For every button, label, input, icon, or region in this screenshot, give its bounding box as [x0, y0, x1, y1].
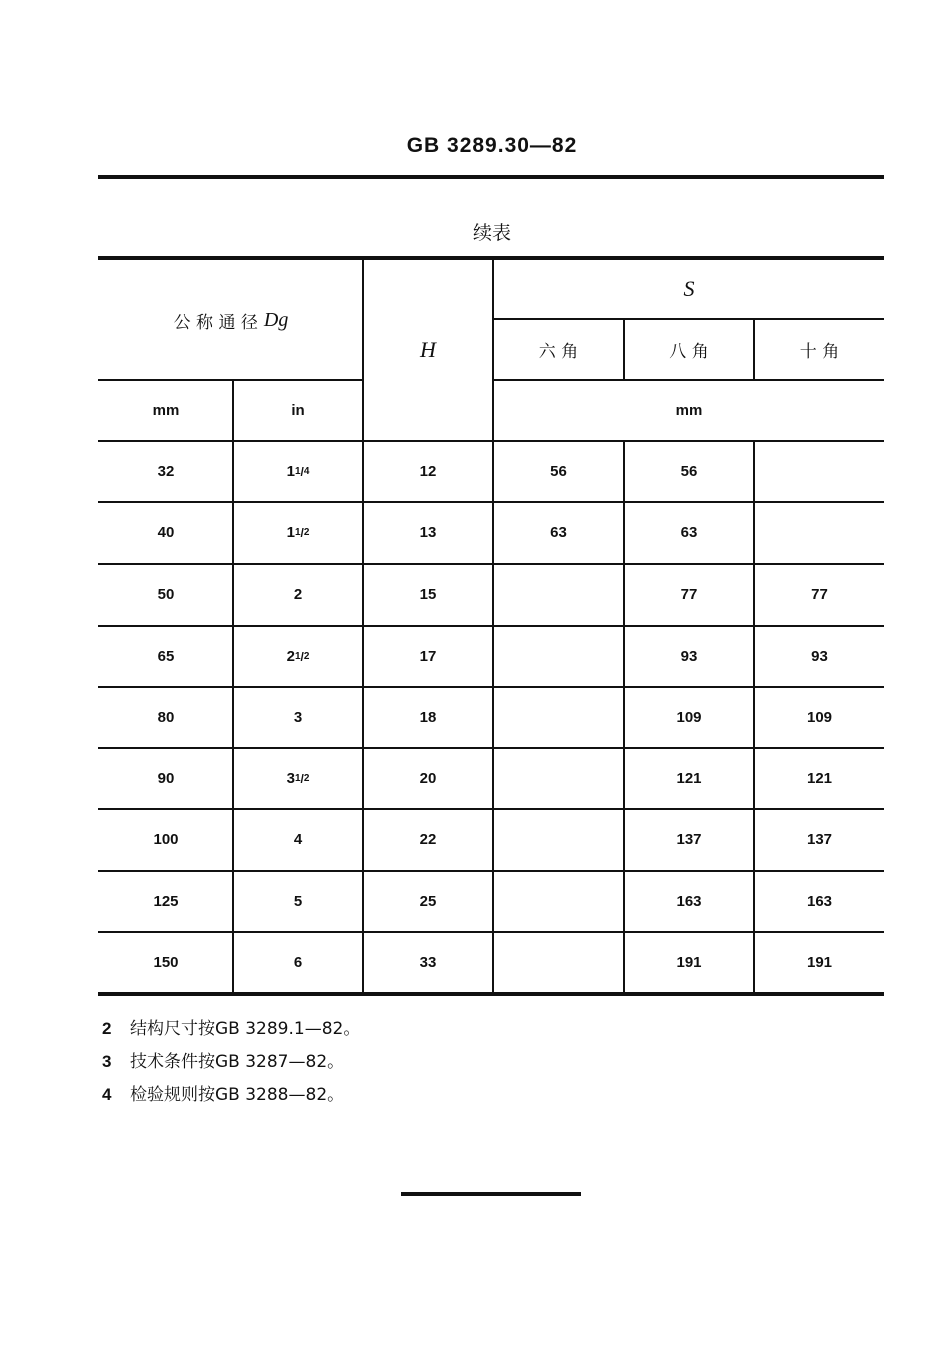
cell-mm: 125: [153, 893, 179, 910]
cell-dec: 163: [806, 893, 833, 910]
note-text: 结构尺寸按GB 3289.1—82。: [130, 1019, 361, 1039]
inch-frac-denominator: 4: [303, 466, 310, 477]
inch-whole: 1: [286, 524, 295, 541]
cell-hex: [494, 933, 623, 992]
inch-whole: 2: [286, 648, 295, 665]
cell-h: 15: [419, 586, 437, 603]
cell-dec: 109: [806, 709, 833, 726]
cell-oct: 109: [676, 709, 702, 726]
cell-mm: 32: [157, 463, 175, 480]
cell-dec: 121: [806, 770, 833, 787]
note-text: 检验规则按GB 3288—82。: [130, 1085, 345, 1105]
cell-in: [234, 933, 362, 992]
note-text: 技术条件按GB 3287—82。: [130, 1052, 345, 1072]
cell-in: [234, 503, 362, 562]
cell-oct: 56: [680, 463, 698, 480]
inch-frac-numerator: 1: [294, 466, 301, 477]
cell-mm: 150: [153, 954, 179, 971]
inch-whole: 2: [293, 586, 303, 603]
cell-oct: 63: [680, 524, 698, 541]
frac-slash: /: [300, 771, 304, 786]
cell-mm: 65: [157, 648, 175, 665]
inch-frac-denominator: 2: [303, 527, 310, 538]
header-h: H: [420, 337, 436, 362]
cell-oct: 163: [676, 893, 702, 910]
inch-frac-numerator: 1: [294, 651, 301, 662]
header-s: S: [683, 276, 695, 301]
header-oct: 八 角: [669, 342, 709, 362]
cell-mm: 80: [157, 709, 175, 726]
frac-slash: /: [300, 525, 304, 540]
cell-hex: [494, 688, 623, 747]
note-number: 3: [102, 1052, 112, 1071]
cell-mm: 50: [157, 586, 175, 603]
header-dec: 十 角: [799, 342, 840, 362]
cell-hex: [494, 565, 623, 624]
cell-dec: 137: [806, 831, 833, 848]
inch-whole: 4: [293, 831, 303, 848]
cell-in: [234, 627, 362, 686]
cell-oct: 191: [676, 954, 702, 971]
cell-dec: 191: [806, 954, 833, 971]
cell-dec: 93: [811, 648, 828, 665]
cell-in: [234, 442, 362, 501]
note-number: 4: [102, 1085, 112, 1104]
cell-h: 18: [419, 709, 437, 726]
inch-frac-numerator: 1: [294, 773, 301, 784]
cell-h: 12: [419, 463, 437, 480]
header-hex: 六 角: [538, 342, 579, 362]
cell-h: 25: [419, 893, 437, 910]
cell-h: 33: [419, 954, 437, 971]
inch-whole: 5: [293, 893, 303, 910]
frac-slash: /: [300, 464, 304, 479]
cell-mm: 40: [157, 524, 175, 541]
table-caption: 续表: [472, 222, 511, 244]
cell-in: [234, 872, 362, 931]
note-item: [102, 1047, 344, 1072]
inch-whole: 6: [293, 954, 303, 971]
note-number: 2: [102, 1019, 112, 1038]
cell-dec: [755, 503, 884, 562]
unit-s-mm: mm: [675, 402, 703, 419]
cell-hex: [494, 627, 623, 686]
cell-in: [234, 749, 362, 808]
cell-hex: 56: [550, 463, 567, 480]
inch-whole: 1: [286, 463, 295, 480]
inch-frac-denominator: 2: [303, 773, 310, 784]
end-rule: [401, 1192, 581, 1196]
cell-dec: [755, 442, 884, 501]
cell-dec: 77: [811, 586, 828, 603]
cell-h: 17: [419, 648, 437, 665]
standard-number: GB 3289.30—82: [406, 134, 578, 157]
note-item: [102, 1014, 360, 1039]
header-rule: [98, 175, 884, 179]
nominal-label: 公 称 通 径: [173, 312, 258, 333]
cell-oct: 77: [680, 586, 698, 603]
note-item: [102, 1080, 344, 1105]
cell-oct: 121: [676, 770, 702, 787]
cell-h: 22: [419, 831, 437, 848]
cell-mm: 90: [157, 770, 175, 787]
cell-in: [234, 688, 362, 747]
table-bottom-rule: [98, 992, 884, 996]
inch-frac-denominator: 2: [303, 651, 310, 662]
cell-h: 20: [419, 770, 437, 787]
cell-hex: [494, 749, 623, 808]
inch-whole: 3: [286, 770, 295, 787]
cell-mm: 100: [153, 831, 179, 848]
cell-h: 13: [419, 524, 437, 541]
nominal-symbol: Dg: [263, 308, 289, 331]
cell-hex: [494, 872, 623, 931]
cell-oct: 137: [676, 831, 702, 848]
frac-slash: /: [300, 649, 304, 664]
header-nominal-diameter: [100, 260, 362, 380]
cell-oct: 93: [680, 648, 698, 665]
inch-whole: 3: [293, 709, 303, 726]
cell-in: [234, 810, 362, 869]
unit-mm: mm: [152, 402, 180, 419]
unit-in: in: [291, 402, 305, 419]
cell-hex: [494, 810, 623, 869]
cell-in: [234, 565, 362, 624]
cell-hex: 63: [550, 524, 567, 541]
inch-frac-numerator: 1: [294, 527, 301, 538]
